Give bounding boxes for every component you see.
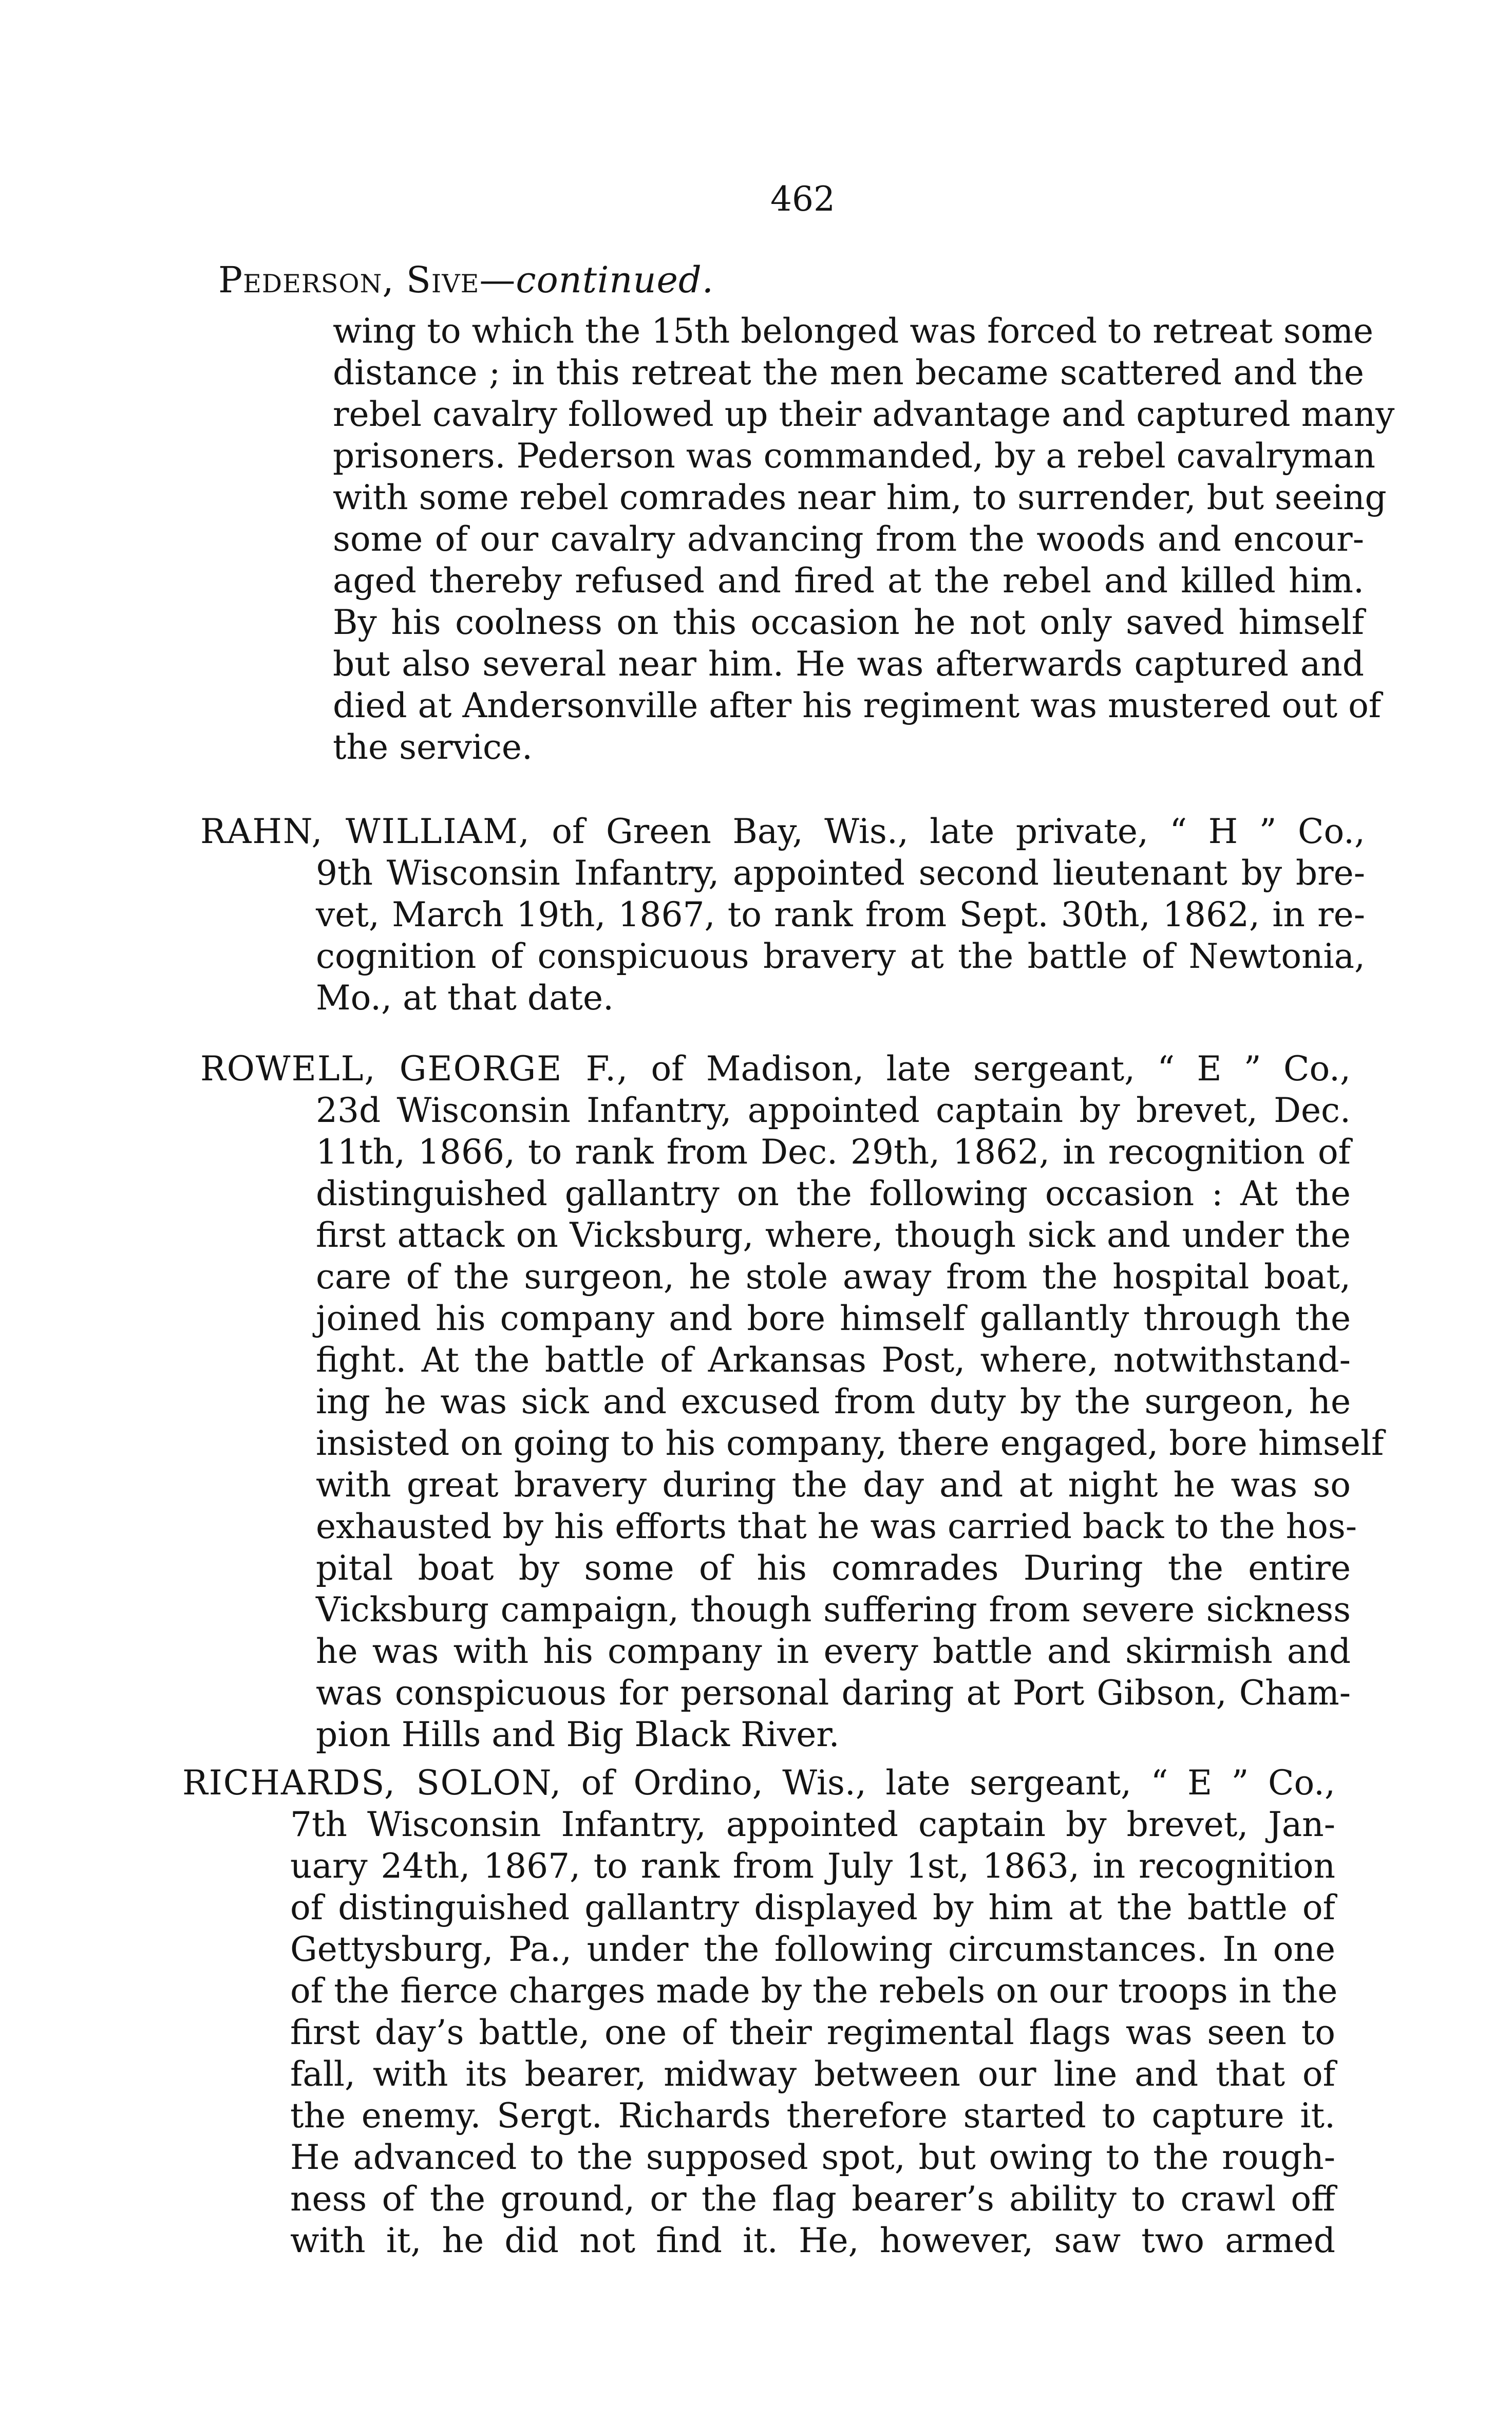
- text-line: fight. At the battle of Arkansas Post, where, notwithstand-: [316, 1340, 1351, 1380]
- text-line: wing to which the 15th belonged was forced to retreat some: [333, 311, 1374, 351]
- text-line: with great bravery during the day and at night he was so: [316, 1465, 1351, 1505]
- rowell-entry: [200, 1048, 1384, 1755]
- text-line: 23d Wisconsin Infantry, appointed captain by brevet, Dec.: [316, 1091, 1351, 1130]
- text-line: of distinguished gallantry displayed by him at the battle of: [290, 1888, 1335, 1927]
- text-line: ing he was sick and excused from duty by the surgeon, he: [316, 1382, 1351, 1421]
- text-line: Vicksburg campaign, though suffering from severe sickness: [316, 1590, 1351, 1629]
- text-line: 11th, 1866, to rank from Dec. 29th, 1862, in recognition of: [316, 1132, 1351, 1172]
- entry-name: RAHN, WILLIAM,: [200, 812, 531, 851]
- text-line: Gettysburg, Pa., under the following circumstances. In one: [290, 1930, 1335, 1969]
- richards-entry: [182, 1762, 1338, 2261]
- entry-name: RICHARDS, SOLON,: [182, 1763, 562, 1803]
- text-line: care of the surgeon, he stole away from the hospital boat,: [316, 1257, 1351, 1297]
- text-line: pital boat by some of his comrades During the entire: [316, 1548, 1351, 1588]
- text-line: Mo., at that date.: [316, 978, 614, 1018]
- entry-first-line-text: of Ordino, Wis., late sergeant, “ E ” Co.,: [562, 1763, 1335, 1803]
- text-line: first day’s battle, one of their regimental flags was seen to: [290, 2013, 1335, 2052]
- text-line: pion Hills and Big Black River.: [316, 1715, 840, 1754]
- text-line: first attack on Vicksburg, where, though sick and under the: [316, 1215, 1351, 1255]
- entry-first-line: [200, 811, 1365, 852]
- entry-name: ROWELL, GEORGE F.,: [200, 1049, 629, 1089]
- text-line: distance ; in this retreat the men became scattered and the: [333, 353, 1364, 392]
- text-line: fall, with its bearer, midway between our line and that of: [290, 2054, 1335, 2094]
- text-line: but also several near him. He was afterwards captured and: [333, 644, 1364, 684]
- entry-first-line-text: of Madison, late sergeant, “ E ” Co.,: [629, 1049, 1351, 1089]
- pederson-entry-continuation: [333, 310, 1395, 768]
- text-line: joined his company and bore himself gallantly through the: [316, 1299, 1351, 1338]
- text-line: of the fierce charges made by the rebels on our troops in the: [290, 1971, 1338, 2011]
- text-line: aged thereby refused and fired at the rebel and killed him.: [333, 561, 1364, 601]
- text-line: uary 24th, 1867, to rank from July 1st, 1863, in recognition: [290, 1846, 1335, 1886]
- continued-label: continued.: [516, 259, 714, 301]
- text-line: He advanced to the supposed spot, but owing to the rough-: [290, 2138, 1335, 2177]
- text-line: the enemy. Sergt. Richards therefore started to capture it.: [290, 2096, 1335, 2136]
- entry-first-line: [182, 1762, 1335, 1804]
- text-line: was conspicuous for personal daring at Port Gibson, Cham-: [316, 1673, 1351, 1713]
- text-line: exhausted by his efforts that he was carried back to the hos-: [316, 1507, 1357, 1546]
- text-line: some of our cavalry advancing from the woods and encour-: [333, 519, 1364, 559]
- text-line: By his coolness on this occasion he not only saved himself: [333, 603, 1364, 642]
- text-line: ness of the ground, or the flag bearer’s ability to crawl off: [290, 2179, 1335, 2219]
- rahn-entry: [200, 811, 1365, 1019]
- text-line: the service.: [333, 727, 533, 767]
- text-line: 9th Wisconsin Infantry, appointed second lieutenant by bre-: [316, 853, 1365, 893]
- text-line: insisted on going to his company, there engaged, bore himself: [316, 1423, 1384, 1463]
- entry-first-line: [200, 1048, 1351, 1090]
- text-line: died at Andersonville after his regiment was mustered out of: [333, 686, 1382, 725]
- text-line: he was with his company in every battle and skirmish and: [316, 1632, 1351, 1671]
- text-line: rebel cavalry followed up their advantage and captured many: [333, 395, 1395, 434]
- text-line: prisoners. Pederson was commanded, by a rebel cavalryman: [333, 436, 1376, 476]
- text-line: with some rebel comrades near him, to surrender, but seeing: [333, 478, 1387, 517]
- text-line: cognition of conspicuous bravery at the battle of Newtonia,: [316, 936, 1365, 976]
- text-line: distinguished gallantry on the following occasion : At the: [316, 1174, 1351, 1213]
- entry-first-line-text: of Green Bay, Wis., late private, “ H ” Co.,: [530, 812, 1365, 851]
- continued-entry-name: Pederson, Sive: [218, 259, 480, 301]
- text-line: 7th Wisconsin Infantry, appointed captain by brevet, Jan-: [290, 1805, 1335, 1844]
- text-line: vet, March 19th, 1867, to rank from Sept. 30th, 1862, in re-: [316, 895, 1365, 934]
- continued-dash: —: [479, 259, 516, 301]
- text-line: with it, he did not find it. He, however, saw two armed: [290, 2221, 1335, 2260]
- continued-entry-heading: [218, 259, 714, 301]
- page-number: 462: [770, 179, 835, 219]
